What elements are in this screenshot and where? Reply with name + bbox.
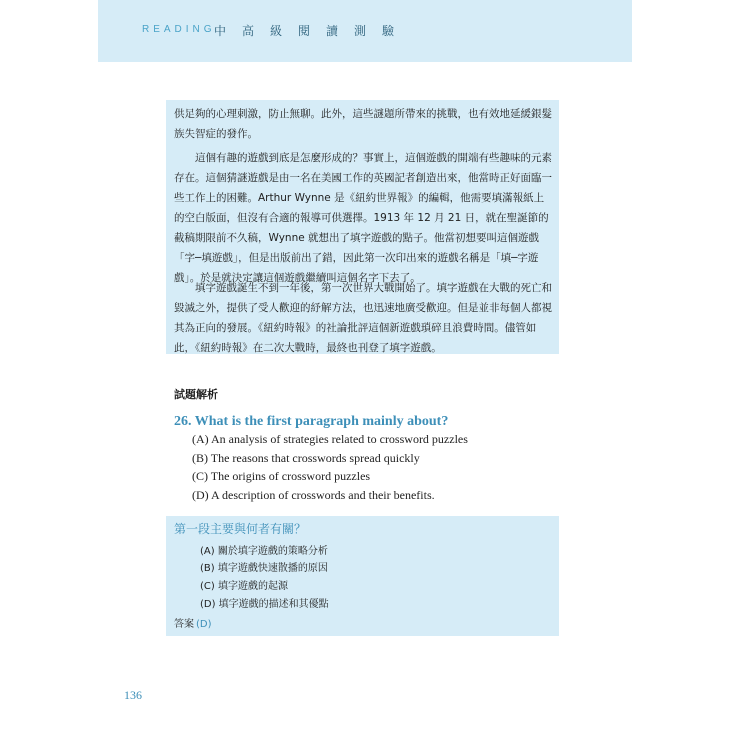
header-subtitle: 中高級閱讀測驗 bbox=[214, 24, 411, 38]
section-title: 試題解析 bbox=[174, 388, 218, 401]
question-heading: 26. What is the first paragraph mainly about? bbox=[174, 414, 449, 429]
passage-paragraph-2: 這個有趣的遊戲到底是怎麼形成的？事實上，這個遊戲的開端有些趣味的元素存在。這個猜謎遊戲是由一名在美國工作的英國記者創造出來，他當時正好面臨一些工作上的困難。Arthur Wynne 是《紐約世界報》的編輯，他需要填滿報紙上的空白版面，但沒有合適的報導可供選擇。1913 年 12 月 21 日，就在聖誕節的截稿期限前不久稿，Wynne 就想出了填字遊戲的點子。他當初想要叫這個遊戲「字─填遊戲」，但是出版前出了錯，因此第一次印出來的遊戲名稱是「填─字遊戲」。於是就決定讓這個遊戲繼續叫這個名字下去了。 bbox=[174, 152, 552, 284]
option-b: (B) The reasons that crosswords spread quickly bbox=[192, 451, 420, 465]
zh-option-d: (D) 填字遊戲的描述和其優點 bbox=[200, 599, 329, 610]
answer-label: 答案 bbox=[174, 619, 194, 630]
answer-line bbox=[174, 615, 212, 630]
zh-option-b: (B) 填字遊戲快速散播的原因 bbox=[200, 563, 328, 574]
header-title: READING bbox=[142, 24, 216, 35]
passage-paragraph-3: 填字遊戲誕生不到一年後，第一次世界大戰開始了。填字遊戲在大戰的死亡和毀滅之外，提供了受人歡迎的紓解方法，也迅速地廣受歡迎。但是並非每個人都視其為正向的發展。《紐約時報》的社論批評這個新遊戲瑣碎且浪費時間。儘管如此，《紐約時報》在二次大戰時，最終也刊登了填字遊戲。 bbox=[174, 282, 552, 354]
answer-value: (D) bbox=[196, 619, 212, 630]
option-c: (C) The origins of crossword puzzles bbox=[192, 469, 371, 483]
zh-option-c: (C) 填字遊戲的起源 bbox=[200, 581, 288, 592]
option-d: (D) A description of crosswords and their benefits. bbox=[192, 488, 435, 502]
page-number: 136 bbox=[124, 688, 142, 702]
zh-question: 第一段主要與何者有關？ bbox=[174, 522, 307, 536]
zh-option-a: (A) 關於填字遊戲的策略分析 bbox=[200, 546, 328, 557]
passage-paragraph-1: 供足夠的心理刺激，防止無聊。此外，這些謎題所帶來的挑戰，也有效地延緩銀髮族失智症的發作。 bbox=[174, 108, 552, 140]
option-a: (A) An analysis of strategies related to crossword puzzles bbox=[192, 432, 468, 446]
